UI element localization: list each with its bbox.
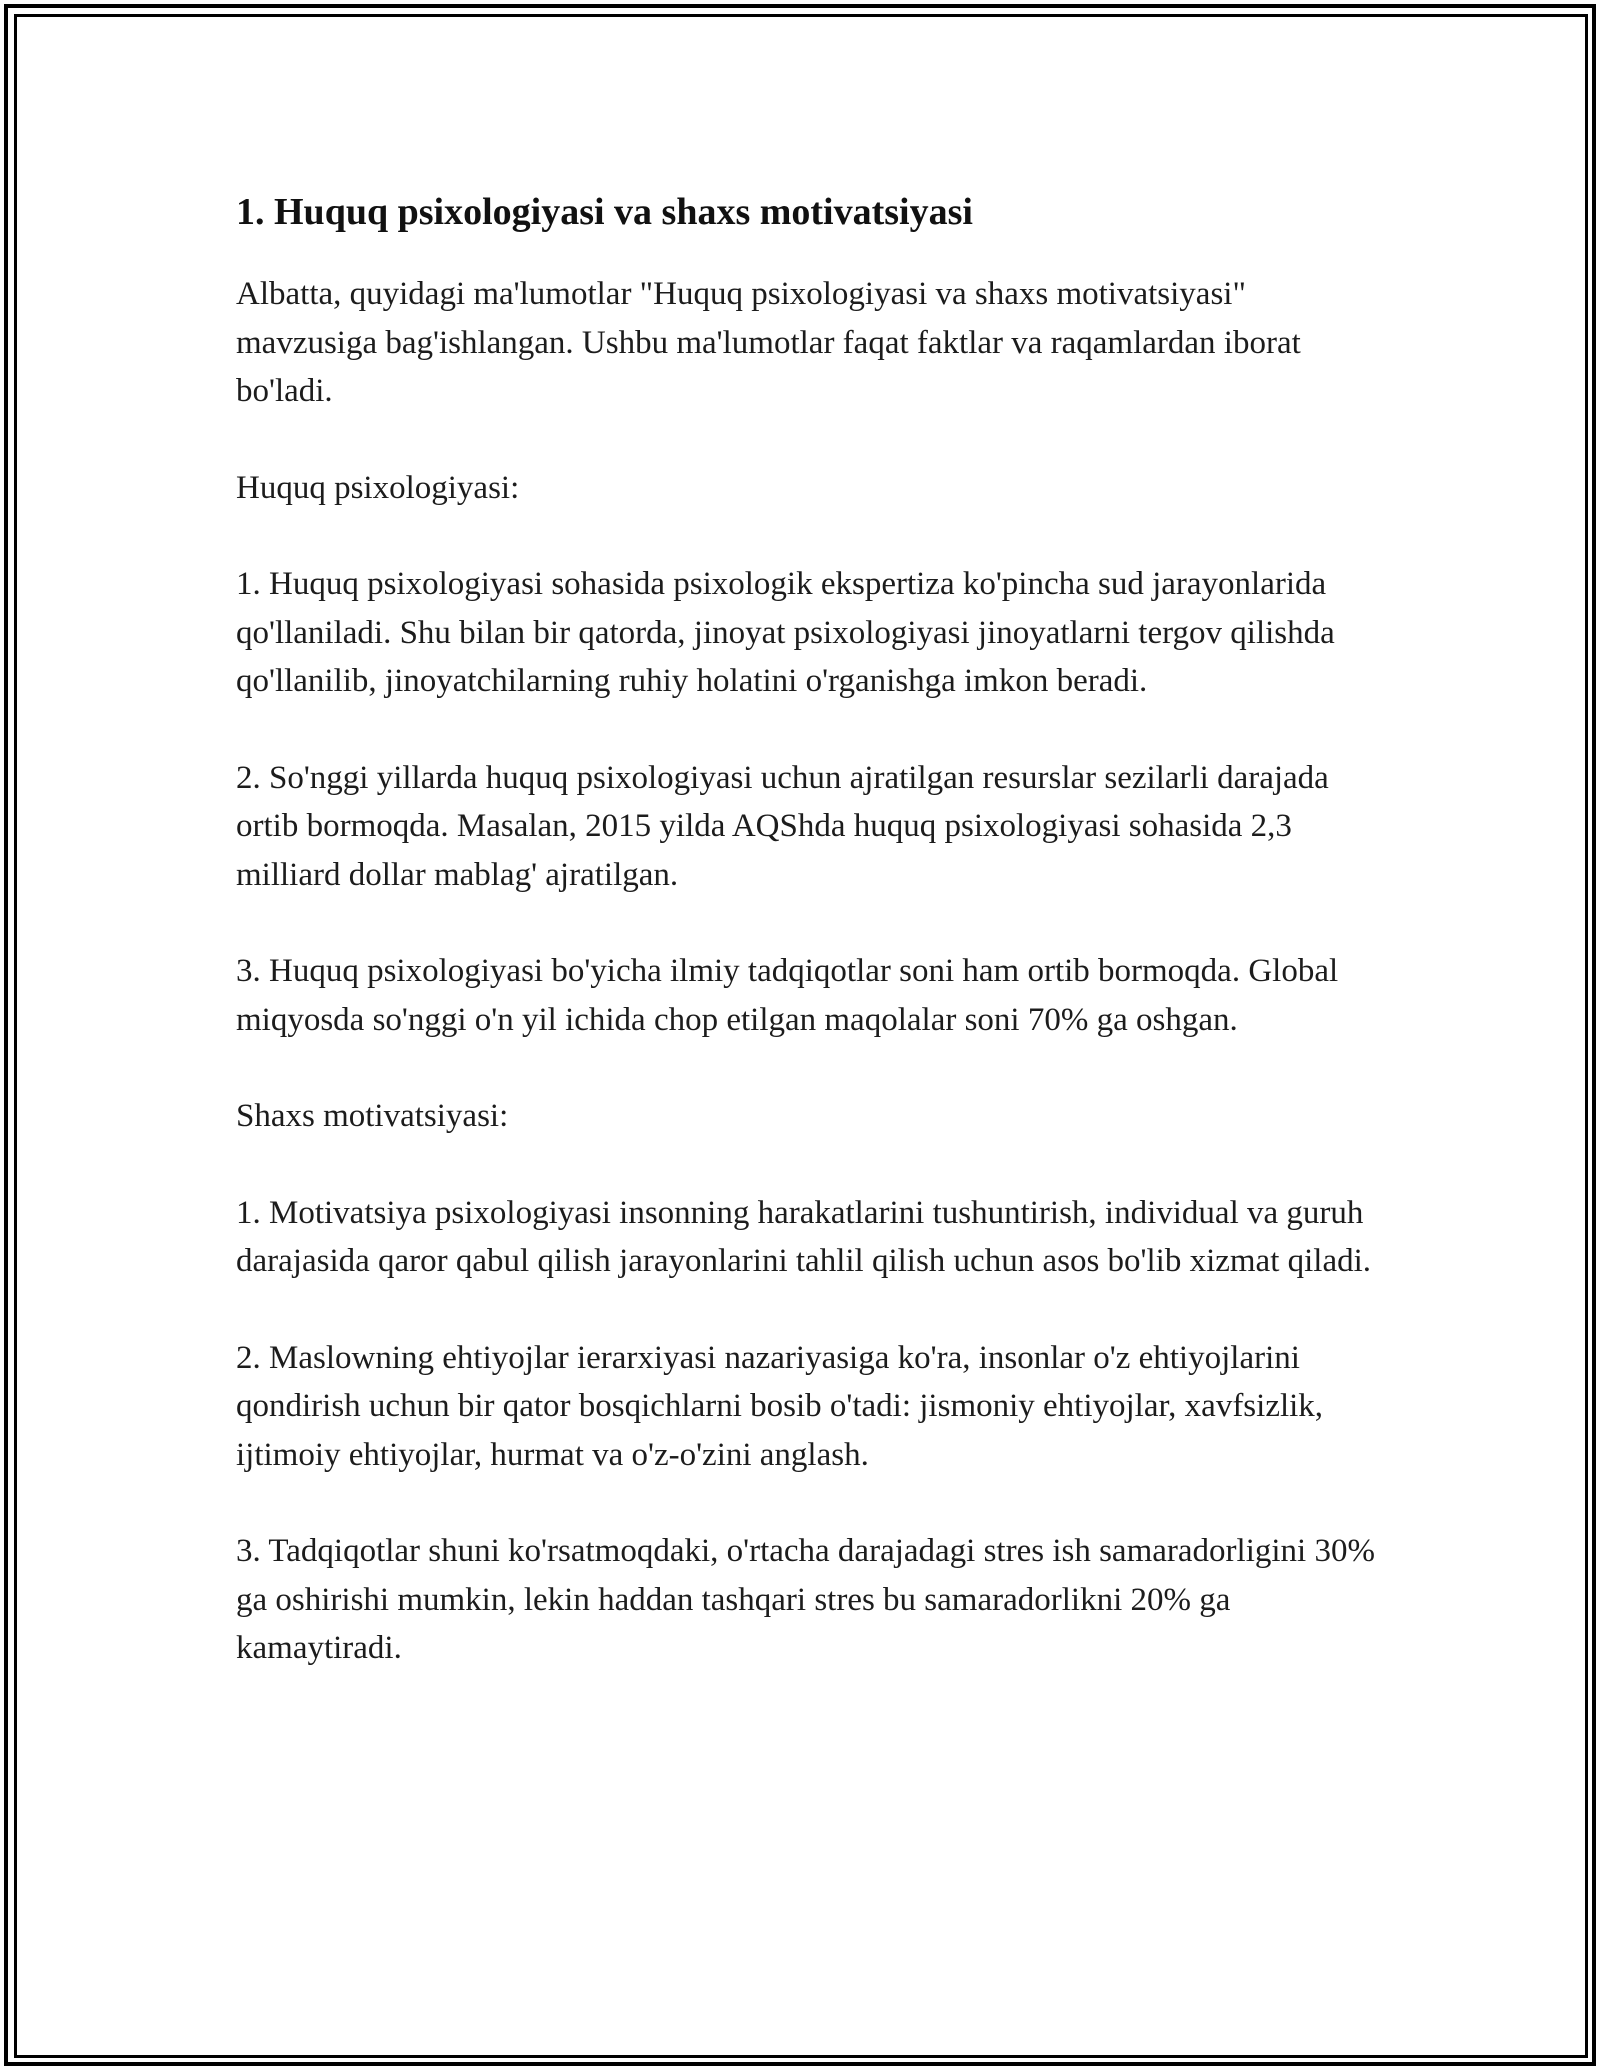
- list-item: 2. So'nggi yillarda huquq psixologiyasi uchun ajratilgan resurslar sezilarli darajada ortib bormoqda. Masalan, 2015 yilda AQShda huquq psixologiyasi sohasida 2,3 milliard dollar mablag' ajratilgan.: [236, 759, 1329, 893]
- list-item: 1. Huquq psixologiyasi sohasida psixologik ekspertiza ko'pincha sud jarayonlarida qo'llaniladi. Shu bilan bir qatorda, jinoyat psixologiyasi jinoyatlarni tergov qilishda qo'llanilib, jinoyatchilarning ruhiy holatini o'rganishga imkon beradi.: [236, 566, 1335, 699]
- section-heading-huquq: Huquq psixologiyasi:: [236, 469, 520, 506]
- list-item: 3. Huquq psixologiyasi bo'yicha ilmiy tadqiqotlar soni ham ortib bormoqda. Global miqyosda so'nggi o'n yil ichida chop etilgan maqolalar soni 70% ga oshgan.: [236, 953, 1339, 1038]
- list-item: 1. Motivatsiya psixologiyasi insonning harakatlarini tushuntirish, individual va guruh darajasida qaror qabul qilish jarayonlarini tahlil qilish uchun asos bo'lib xizmat qiladi.: [236, 1194, 1372, 1279]
- section-heading-motivatsiya: Shaxs motivatsiyasi:: [236, 1098, 509, 1134]
- list-item: 2. Maslowning ehtiyojlar ierarxiyasi nazariyasiga ko'ra, insonlar o'z ehtiyojlarini qondirish uchun bir qator bosqichlarni bosib o'tadi: jismoniy ehtiyojlar, xavfsizlik, ijtimoiy ehtiyojlar, hurmat va o'z-o'zini anglash.: [236, 1339, 1324, 1473]
- intro-paragraph: Albatta, quyidagi ma'lumotlar "Huquq psixologiyasi va shaxs motivatsiyasi" mavzusiga bag'ishlangan. Ushbu ma'lumotlar faqat faktlar va raqamlardan iborat bo'ladi.: [236, 276, 1301, 409]
- document-body: [236, 188, 1376, 1721]
- document-title: 1. Huquq psixologiyasi va shaxs motivatsiyasi: [236, 191, 973, 233]
- list-item: 3. Tadqiqotlar shuni ko'rsatmoqdaki, o'rtacha darajadagi stres ish samaradorligini 30% ga oshirishi mumkin, lekin haddan tashqari stres bu samaradorlikni 20% ga kamaytiradi.: [236, 1533, 1375, 1666]
